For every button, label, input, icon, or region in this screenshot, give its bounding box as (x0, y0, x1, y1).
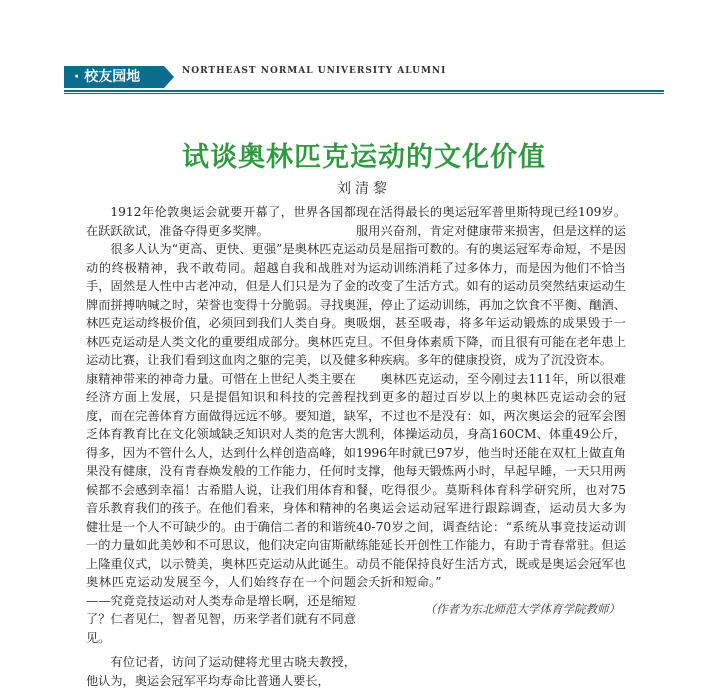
section-label: · 校友园地 (64, 66, 164, 88)
paragraph: 很多人认为“更高、更快、更强”是奥林匹克运动的终极精神，我不敢苟同。超越自我和战胜对手，固然是人性中古老冲动，但是人们只是为了金牌而拼搏呐喊之时，荣誉也变得十分脆弱。寻找奥林匹克运动终极价值，必须回到我们人类自身。奥林匹克运动是人类文化的重要组成部分。奥林匹克运动比赛，让我们看到这血肉之躯的完美，以及健康精神带来的神奇力量。可惜在上世纪人类主要在经济方面上发展，只是提倡知识和科技的完善程度，而在完善体育方面做得远远不够。要知道，缺乏体育教育比在文化领域缺乏知识对人类的危害大得多，因为不管什么人，达到什么样创造高峰，如果没有健康，没有青春焕发般的工作能力，任何时候都不会感到幸福！古希腊人说，让我们用体育和音乐教育我们的孩子。在他们看来，身体和精神的健壮是一个人不可缺少的。由于确信二者的和谐统一的力量如此美妙和不可思议，他们决定向宙斯献上隆重仪式，以示赞美，奥林匹克运动从此诞生。奥林匹克运动发展至今，人们始终存在一个问题——究竟竞技运动对人类寿命是增长啊，还是缩短了？仁者见仁，智者见智，历来学者们就有不同意见。 (86, 242, 356, 645)
header-rule-thin (64, 93, 664, 94)
page-header (0, 0, 728, 90)
english-header-title: NORTHEAST NORMAL UNIVERSITY ALUMNI (182, 66, 447, 76)
left-column (86, 203, 356, 690)
article-author: 刘清黎 (337, 181, 391, 197)
section-label-arrow (164, 66, 174, 88)
author-note: （作者为东北师范大学体育学院教师） (424, 601, 620, 616)
right-column (356, 203, 626, 618)
paragraph: 1912年伦敦奥运会就要开幕了，世界各国都在跃跃欲试，准备夺得更多奖牌。 (86, 205, 356, 238)
header-rule (64, 90, 664, 92)
paragraph: 奥林匹克运动，至今刚过去111年，所以很难找到更多的超过百岁以上的奥林匹克运动会的冠军，不过也不是没有：如，两次奥运会的冠军会图凯利，体操运动员，身高160CM、体重49公斤，1996年时就已97岁，他当时还能在双杠上做直角支撑，他每天锻炼两小时，早起早睡，一天只用两餐，吃得很少。莫斯科体育科学研究所，也对75名奥运会运动冠军进行跟踪调查，运动员大多为40-70岁之间，调查结论：“系统从事竞技运动训练能延长开创性工作能力，有助于青春常驻。但运动员不能保持良好生活方式，既或是奥运会冠军也会夭折和短命。” (356, 371, 626, 589)
article-title: 试谈奥林匹克运动的文化价值 (182, 142, 546, 173)
paragraph: 现在活得最长的奥运冠军普里斯特现已经109岁。服用兴奋剂，肯定对健康带来损害，但是这样的运动员是屈指可数的。有的奥运冠军寿命短，不是因为运动训练消耗了过多体力，而是因为他们不恰当的改变了生活方式。如有的运动员突然结束运动生涯，停止了运动训练，再加之饮食不平衡、酗酒、吸烟，甚至吸毒，将多年运动锻炼的成果毁于一旦。不但身体素质下降，而且很有可能在老年患上多种疾病。多年的健康投资，成为了沉没资本。 (356, 205, 626, 367)
paragraph: 有位记者，访问了运动健将尤里古晓夫教授，他认为，奥运会冠军平均寿命比普通人要长， (86, 655, 356, 688)
